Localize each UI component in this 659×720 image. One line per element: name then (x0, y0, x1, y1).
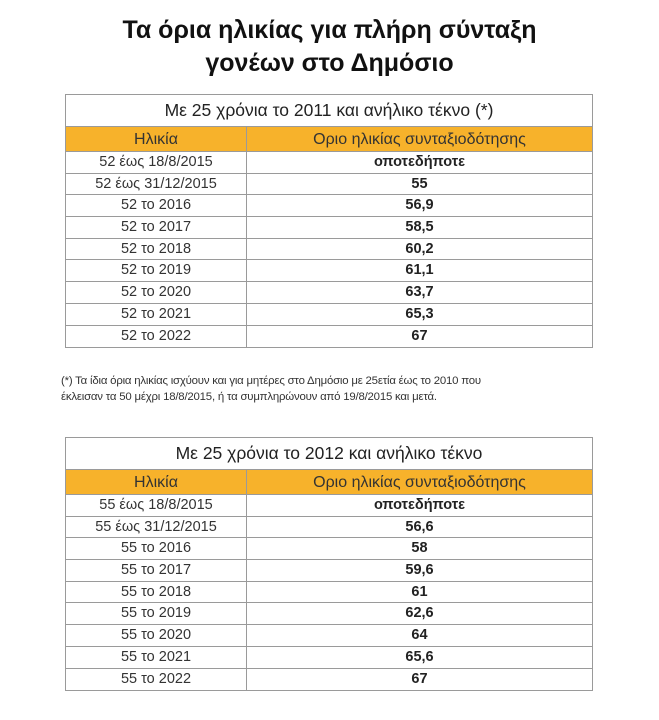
age-cell: 55 το 2016 (66, 538, 247, 559)
table-row (66, 282, 592, 304)
age-cell: 52 το 2017 (66, 217, 247, 238)
page-title (0, 14, 659, 80)
table-row (66, 560, 592, 582)
limit-cell: 64 (411, 627, 428, 644)
limit-cell: 58 (411, 540, 428, 557)
header-age: Ηλικία (66, 470, 247, 494)
table-row (66, 603, 592, 625)
table-row (66, 152, 592, 174)
limit-cell: 56,9 (405, 197, 434, 214)
age-cell: 55 το 2017 (66, 560, 247, 581)
table-row (66, 260, 592, 282)
table-row (66, 647, 592, 669)
retirement-table-2012 (65, 437, 593, 691)
header-age: Ηλικία (66, 127, 247, 151)
age-cell: 55 έως 18/8/2015 (66, 495, 247, 516)
limit-cell: 58,5 (405, 219, 434, 236)
table-row (66, 217, 592, 239)
table-header-row (66, 127, 592, 152)
table-caption: Με 25 χρόνια το 2011 και ανήλικο τέκνο (*) (66, 95, 592, 127)
age-cell: 52 το 2021 (66, 304, 247, 325)
header-limit: Οριο ηλικίας συνταξιοδότησης (313, 131, 526, 148)
age-cell: 55 το 2019 (66, 603, 247, 624)
table-row (66, 669, 592, 691)
limit-cell: 55 (411, 175, 428, 192)
footnote (61, 373, 621, 405)
table-row (66, 538, 592, 560)
age-cell: 55 έως 31/12/2015 (66, 517, 247, 538)
age-cell: 52 το 2022 (66, 326, 247, 348)
limit-cell: 61,1 (405, 262, 434, 279)
table-caption: Με 25 χρόνια το 2012 και ανήλικο τέκνο (66, 438, 592, 470)
table-row (66, 195, 592, 217)
table-row (66, 326, 592, 348)
limit-cell: 61 (411, 583, 428, 600)
table-row (66, 495, 592, 517)
title-line-1: Τα όρια ηλικίας για πλήρη σύνταξη (122, 16, 537, 44)
limit-cell: 56,6 (405, 518, 434, 535)
limit-cell: 59,6 (405, 562, 434, 579)
title-line-2: γονέων στο Δημόσιο (205, 49, 454, 77)
age-cell: 52 το 2018 (66, 239, 247, 260)
age-cell: 52 έως 31/12/2015 (66, 174, 247, 195)
limit-cell: 67 (411, 670, 428, 687)
table-row (66, 582, 592, 604)
age-cell: 52 έως 18/8/2015 (66, 152, 247, 173)
header-limit: Οριο ηλικίας συνταξιοδότησης (313, 474, 526, 491)
age-cell: 52 το 2016 (66, 195, 247, 216)
age-cell: 55 το 2021 (66, 647, 247, 668)
footnote-line-1: (*) Τα ίδια όρια ηλικίας ισχύουν και για μητέρες στο Δημόσιο με 25ετία έως το 2010 που (61, 375, 481, 387)
limit-cell: 62,6 (405, 605, 434, 622)
table-header-row (66, 470, 592, 495)
limit-cell: οποτεδήποτε (373, 154, 466, 170)
table-row (66, 304, 592, 326)
table-row (66, 625, 592, 647)
limit-cell: 65,6 (405, 648, 434, 665)
age-cell: 52 το 2020 (66, 282, 247, 303)
age-cell: 52 το 2019 (66, 260, 247, 281)
limit-cell: 60,2 (405, 240, 434, 257)
footnote-line-2: έκλεισαν τα 50 μέχρι 18/8/2015, ή τα συμπληρώνουν από 19/8/2015 και μετά. (61, 391, 437, 403)
table-row (66, 174, 592, 196)
table-row (66, 239, 592, 261)
table-row (66, 517, 592, 539)
limit-cell: 67 (411, 327, 428, 344)
retirement-table-2011 (65, 94, 593, 348)
limit-cell: 63,7 (405, 284, 434, 301)
age-cell: 55 το 2022 (66, 669, 247, 691)
limit-cell: οποτεδήποτε (373, 497, 466, 513)
age-cell: 55 το 2018 (66, 582, 247, 603)
age-cell: 55 το 2020 (66, 625, 247, 646)
limit-cell: 65,3 (405, 305, 434, 322)
